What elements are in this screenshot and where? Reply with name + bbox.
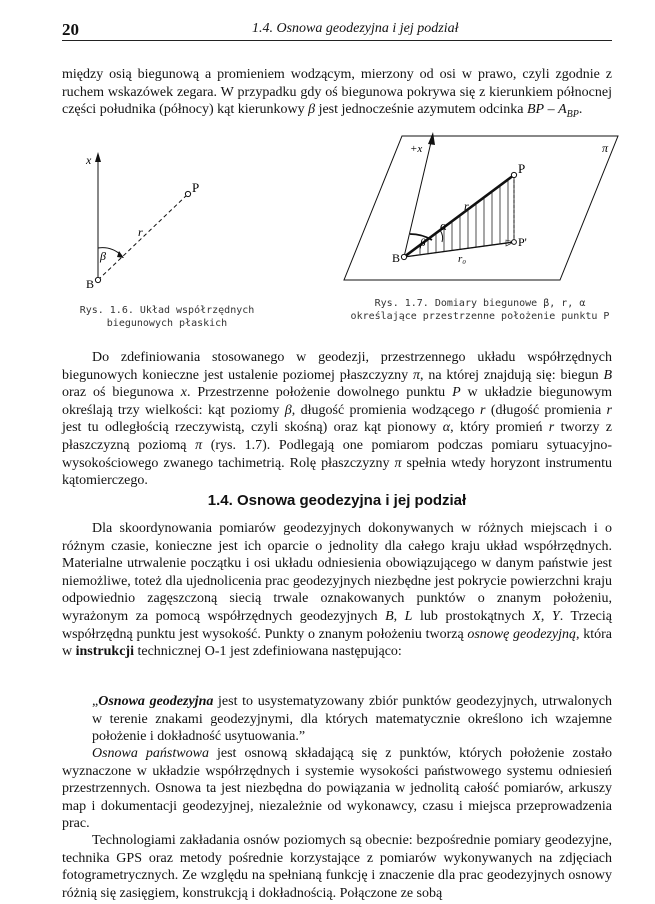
x-axis-label: +x <box>410 143 423 155</box>
paragraph-technologies: Technologiami zakładania osnów poziomych są obecnie: bezpośrednie pomiary geodezyjne, technika GPS oraz metody pośrednie korzystające z pomiarów wykonywanych na zdjęciach fotogrametrycznych. Ze względu na spełnianą funkcję i znaczenie dla prac geodezyjnych osnowy różnią się zasięgiem, konstrukcją i dokładnością. Połączone ze sobą <box>62 833 612 901</box>
point-p-label: P <box>192 180 200 195</box>
paragraph-definition-quote: „Osnowa geodezyjna jest to usystematyzowany zbiór punktów geodezyjnych, utrwalonych w terenie znakami geodezyjnymi, dla których matematycznie określono ich wzajemne położenie i dokładność usytuowania.” <box>92 694 612 745</box>
alpha-label: α <box>440 218 447 233</box>
x-axis-label: x <box>86 153 92 167</box>
running-head: 1.4. Osnowa geodezyjna i jej podział <box>252 21 459 36</box>
paragraph-spatial-polar: Do zdefiniowania stosowanego w geodezji, przestrzennego układu współrzędnych biegunowych konieczne jest ustalenie poziomej płaszczyzny π, na której znajdują się: biegun B oraz oś biegunowa x. Przestrzenne położenie dowolnego punktu P w układzie biegunowym określają trzy wielkości: kąt poziomy β, długość promienia wodzącego r (długość promienia r jest tu odległością rzeczywistą, czyli skośną) oraz kąt pionowy α, który promień r tworzy z płaszczyzną poziomą π (rys. 1.7). Podlegają one pomiarom podczas pomiaru sytuacyjno-wysokościowego zwanego tachimetrią. Rolę płaszczyzny π spełnia wtedy horyzont instrumentu kątomierczego. <box>62 350 613 489</box>
radius-r-label: r <box>464 199 469 213</box>
point-p-label: P <box>518 161 526 176</box>
pole-b-marker <box>95 277 100 282</box>
beta-label: β <box>100 249 106 263</box>
beta-label: β <box>420 237 426 249</box>
pole-b-label: B <box>86 277 95 290</box>
point-pprime-marker <box>512 240 517 245</box>
page-number: 20 <box>62 20 79 39</box>
x-axis-arrow <box>428 132 435 145</box>
radius-line <box>98 194 188 280</box>
point-p-marker <box>511 172 516 177</box>
pole-b-marker <box>401 254 406 259</box>
point-p-marker <box>185 191 190 196</box>
figure-1-6-diagram <box>72 150 272 290</box>
paragraph-polar-angle: między osią biegunową a promieniem wodzącym, mierzony od osi w prawo, czyli zgodnie z ruchem wskazówek zegara. W przypadku gdy oś biegunowa pokrywa się z kierunkiem północnej części południka (północy) kąt kierunkowy β jest jednocześnie azymutem odcinka BP – $A_{BP}$. <box>62 67 612 120</box>
section-heading: 1.4. Osnowa geodezyjna i jej podział <box>207 492 467 509</box>
radius-label: r <box>138 225 143 239</box>
paragraph-geodetic-control: Dla skoordynowania pomiarów geodezyjnych dokonywanych w różnych miejscach i o różnym czasie, konieczne jest ich oparcie o jednolity dla całego kraju układ współrzędnych. Materialne utrwalenie początku i osi układu odniesienia obowiązującego w danym państwie jest niemożliwe, toteż dla ujednolicenia prac geodezyjnych niezbędne jest pokrycie powierzchni kraju odpowiednio zagęszczoną siecią trwale oznakowanych punktów o znanym położeniu, wyrażonym za pomocą współrzędnych geodezyjnych B, L lub prostokątnych X, Y. Trzecią współrzędną punktu jest wysokość. Punkty o znanym położeniu tworzą osnowę geodezyjną, która w instrukcji technicznej O-1 jest zdefiniowana następująco: <box>62 521 613 660</box>
radius-r0-label: r₀ <box>458 253 467 265</box>
page-header <box>62 18 612 41</box>
figure-1-7-diagram <box>340 130 620 290</box>
figure-1-6-caption: Rys. 1.6. Układ współrzędnych biegunowych płaskich <box>79 305 255 329</box>
paragraph-national-control: Osnowa państwowa jest osnową składającą się z punktów, których położenie zostało wyznaczone w układzie współrzędnych i systemie wysokości państwowego systemu odniesień przestrzennych. Osnowa ta jest niezbędna do powiązania w jednolitą całość pomiarów, arkuszy map i dokumentacji geodezyjnej, niezależnie od wykonawcy, czasu i miejsca przeprowadzenia prac. <box>62 746 612 832</box>
figure-1-7-caption: Rys. 1.7. Domiary biegunowe β, r, α określające przestrzenne położenie punktu P <box>350 298 610 322</box>
x-axis-arrow <box>95 152 101 162</box>
pole-b-label: B <box>392 251 401 265</box>
point-pprime-label: P' <box>518 235 527 249</box>
plane-pi-label: π <box>602 141 609 155</box>
